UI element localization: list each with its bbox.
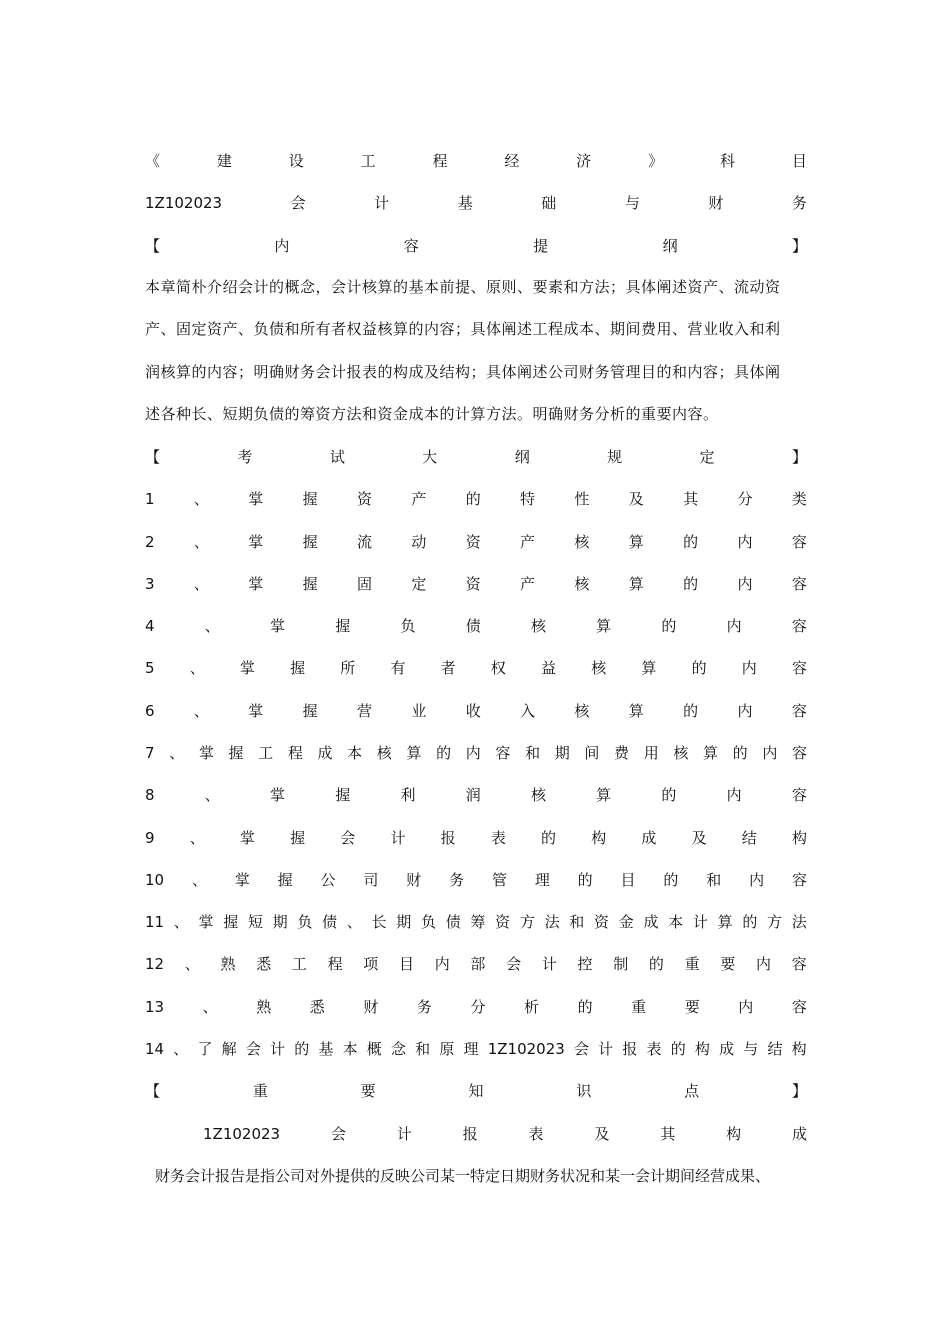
text-token: 】 [791,1082,807,1100]
text-token: 表 [646,1040,662,1058]
text-token: 内 [749,871,765,889]
text-token: 重 [631,998,647,1016]
text-token: 、 [173,1040,189,1058]
text-token: 【 [145,1082,161,1100]
text-token: 间 [584,744,600,762]
outline-text-line: 产、固定资产、负债和所有者权益核算的内容；具体阐述工程成本、期间费用、营业收入和利 [145,320,781,339]
text-token: 握 [302,702,318,720]
text-token: 握 [335,617,351,635]
text-token: 本 [342,1040,358,1058]
text-token: 润 [465,786,481,804]
text-token: 熟 [220,955,236,973]
text-token: 4 [145,617,155,635]
text-token: 核 [530,786,546,804]
text-token: 特 [520,490,536,508]
text-token: 握 [335,786,351,804]
exam-item [145,992,807,1022]
exam-item [145,696,807,726]
exam-item [145,527,807,557]
text-token: 【 [145,237,161,255]
outline-text-line: 本章简朴介绍会计的概念，会计核算的基本前提、原则、要素和方法；具体阐述资产、流动资 [145,278,781,296]
text-token: 利 [400,786,416,804]
text-token: 构 [791,1040,807,1058]
text-token: 制 [613,955,629,973]
text-token: 筹 [470,913,486,931]
text-token: 、 [202,998,218,1016]
exam-item [145,653,807,683]
text-token: 要 [360,1082,376,1100]
text-token: 的 [661,786,677,804]
text-token: 有 [390,659,406,677]
text-token: 要 [720,955,736,973]
text-token: 报 [440,829,456,847]
text-token: 5 [145,659,155,677]
text-token: 掌 [198,913,214,931]
text-token: 计 [390,829,406,847]
text-token: 知 [468,1082,484,1100]
text-token: 11 [145,913,165,931]
text-token: 内 [756,955,772,973]
text-token: 【 [145,448,161,466]
text-token: 负 [420,913,436,931]
text-token: 核 [376,744,392,762]
outline-text-line: 述各种长、短期负债的筹资方法和资金成本的计算方法。明确财务分析的重要内容。 [145,405,719,424]
text-token: 容 [495,744,511,762]
text-token: 期 [396,913,412,931]
text-token: 构 [591,829,607,847]
text-token: 计 [598,1040,614,1058]
text-token: 构 [791,829,807,847]
text-token: 资 [465,575,481,593]
text-token: 、 [169,744,185,762]
text-token: 1Z102023 [145,194,223,212]
text-token: 财 [708,194,724,212]
body-paragraph-start: 财务会计报告是指公司对外提供的反映公司某一特定日期财务状况和某一会计期间经营成果、 [155,1167,771,1185]
text-token: 会 [573,1040,589,1058]
text-token: 及 [594,1125,610,1143]
text-token: 司 [363,871,379,889]
text-token: 析 [524,998,540,1016]
text-token: 悉 [309,998,325,1016]
text-token: 试 [329,448,345,466]
text-token: 产 [520,575,536,593]
text-token: 掌 [248,702,264,720]
text-token: 了 [197,1040,213,1058]
exam-item [145,738,807,768]
text-token: 部 [470,955,486,973]
text-token: 容 [403,237,419,255]
text-token: 其 [660,1125,676,1143]
text-token: 产 [520,533,536,551]
text-token: 和 [415,1040,431,1058]
text-token: 9 [145,829,155,847]
text-token: 所 [340,659,356,677]
text-token: 熟 [256,998,272,1016]
text-token: 成 [791,1125,807,1143]
text-token: 成 [719,1040,735,1058]
text-token: 与 [743,1040,759,1058]
text-token: 握 [290,829,306,847]
text-token: 科 [720,152,736,170]
text-token: 6 [145,702,155,720]
text-token: 管 [491,871,507,889]
text-token: 点 [684,1082,700,1100]
text-token: 会 [290,194,306,212]
text-token: 、 [193,533,209,551]
text-token: 济 [576,152,592,170]
text-token: 算 [641,659,657,677]
text-token: 工 [360,152,376,170]
text-token: 大 [422,448,438,466]
text-token: 内 [741,659,757,677]
text-token: 及 [628,490,644,508]
text-token: 、 [346,913,362,931]
text-token: 内 [737,533,753,551]
text-token: 报 [622,1040,638,1058]
text-token: 的 [683,575,699,593]
text-token: 者 [440,659,456,677]
text-token: 收 [465,702,481,720]
text-token: 的 [661,617,677,635]
text-token: 掌 [248,575,264,593]
text-token: 掌 [248,490,264,508]
text-token: 法 [544,913,560,931]
text-token: 设 [288,152,304,170]
text-token: 程 [287,744,303,762]
text-token: 目 [399,955,415,973]
text-token: 方 [767,913,783,931]
exam-item [145,1034,807,1064]
text-token: 和 [569,913,585,931]
text-token: 法 [791,913,807,931]
text-token: 、 [184,955,200,973]
text-token: 会 [506,955,522,973]
text-token: 计 [374,194,390,212]
text-token: 结 [741,829,757,847]
text-token: 、 [193,702,209,720]
text-token: 公 [320,871,336,889]
text-token: 7 [145,744,155,762]
text-token: 的 [436,744,452,762]
text-token: 核 [591,659,607,677]
text-token: 的 [577,998,593,1016]
text-token: 容 [791,659,807,677]
exam-heading [145,442,807,472]
text-token: 财 [363,998,379,1016]
text-token: 资 [594,913,610,931]
text-token: 目 [620,871,636,889]
text-token: 、 [189,659,205,677]
text-token: 成 [317,744,333,762]
text-token: 其 [683,490,699,508]
text-token: 识 [576,1082,592,1100]
text-token: 权 [490,659,506,677]
text-token: 算 [596,786,612,804]
text-token: 定 [411,575,427,593]
text-token: 容 [791,617,807,635]
exam-item [145,865,807,895]
text-token: 10 [145,871,165,889]
text-token: 建 [216,152,232,170]
text-token: 报 [462,1125,478,1143]
text-token: 和 [706,871,722,889]
text-token: 入 [520,702,536,720]
text-token: 理 [534,871,550,889]
text-token: 容 [791,533,807,551]
text-token: 及 [691,829,707,847]
text-token: 容 [791,575,807,593]
exam-item [145,484,807,514]
text-token: 内 [726,786,742,804]
title-line [145,146,807,176]
text-token: 握 [290,659,306,677]
text-token: 理 [463,1040,479,1058]
text-token: 算 [703,744,719,762]
text-token: 算 [628,702,644,720]
text-token: 构 [694,1040,710,1058]
text-token: 重 [252,1082,268,1100]
text-token: 14 [145,1040,165,1058]
text-token: 负 [400,617,416,635]
text-token: 益 [541,659,557,677]
text-token: 计 [270,1040,286,1058]
exam-item [145,780,807,810]
text-token: 、 [204,786,220,804]
text-token: 内 [738,998,754,1016]
exam-item [145,823,807,853]
text-token: 1 [145,490,155,508]
text-token: 内 [737,575,753,593]
text-token: 的 [294,1040,310,1058]
text-token: 础 [541,194,557,212]
text-token: 基 [457,194,473,212]
text-token: 方 [519,913,535,931]
text-token: 本 [347,744,363,762]
text-token: 资 [356,490,372,508]
text-token: 分 [737,490,753,508]
text-token: 】 [791,237,807,255]
text-token: 基 [318,1040,334,1058]
key-points-title [203,1119,807,1149]
text-token: 算 [596,617,612,635]
text-token: 概 [366,1040,382,1058]
text-token: 核 [574,575,590,593]
text-token: 核 [530,617,546,635]
text-token: 核 [673,744,689,762]
text-token: 容 [791,998,807,1016]
text-token: 营 [356,702,372,720]
text-token: 金 [618,913,634,931]
text-token: 务 [449,871,465,889]
text-token: 算 [628,533,644,551]
text-token: 13 [145,998,165,1016]
text-token: 核 [574,533,590,551]
text-token: 掌 [270,617,286,635]
text-token: 计 [541,955,557,973]
text-token: 务 [416,998,432,1016]
text-token: 用 [643,744,659,762]
exam-item [145,907,807,937]
exam-item [145,569,807,599]
text-token: 程 [432,152,448,170]
text-token: 念 [390,1040,406,1058]
text-token: 的 [663,871,679,889]
text-token: 动 [411,533,427,551]
text-token: 的 [465,490,481,508]
text-token: 纲 [514,448,530,466]
text-token: 业 [411,702,427,720]
text-token: 的 [742,913,758,931]
text-token: 要 [684,998,700,1016]
text-token: 的 [670,1040,686,1058]
text-token: 构 [726,1125,742,1143]
text-token: 目 [791,152,807,170]
text-token: 性 [574,490,590,508]
outline-heading [145,231,807,261]
text-token: 内 [465,744,481,762]
outline-text-line: 润核算的内容；明确财务会计报表的构成及结构；具体阐述公司财务管理目的和内容；具体阐 [145,362,781,381]
text-token: 、 [191,871,207,889]
text-token: 费 [614,744,630,762]
text-token: 1Z102023 [203,1125,281,1143]
text-token: 程 [327,955,343,973]
text-token: 容 [791,702,807,720]
text-token: 内 [434,955,450,973]
text-token: 握 [223,913,239,931]
text-token: 规 [607,448,623,466]
text-token: 掌 [239,659,255,677]
text-token: 的 [691,659,707,677]
text-token: 核 [574,702,590,720]
text-token: 会 [340,829,356,847]
text-token: 握 [228,744,244,762]
text-token: 的 [683,702,699,720]
text-token: 12 [145,955,165,973]
exam-item [145,611,807,641]
text-token: 、 [193,490,209,508]
text-token: 表 [528,1125,544,1143]
text-token: 2 [145,533,155,551]
text-token: 掌 [198,744,214,762]
text-token: 流 [356,533,372,551]
text-token: 控 [577,955,593,973]
text-token: 产 [411,490,427,508]
text-token: 》 [648,152,664,170]
text-token: 务 [791,194,807,212]
text-token: 掌 [248,533,264,551]
text-token: 长 [371,913,387,931]
text-token: 算 [717,913,733,931]
text-token: 容 [791,871,807,889]
text-token: 会 [330,1125,346,1143]
text-token: 掌 [234,871,250,889]
text-token: 原 [439,1040,455,1058]
text-token: 负 [297,913,313,931]
text-token: 资 [495,913,511,931]
text-token: 定 [699,448,715,466]
text-token: 资 [465,533,481,551]
text-token: 握 [302,533,318,551]
text-token: 算 [628,575,644,593]
text-token: 、 [204,617,220,635]
text-token: 短 [247,913,263,931]
text-token: 悉 [256,955,272,973]
text-token: 容 [791,744,807,762]
text-token: 结 [767,1040,783,1058]
text-token: 计 [692,913,708,931]
text-token: 类 [791,490,807,508]
text-token: 分 [470,998,486,1016]
outline-paragraph [145,266,810,436]
text-token: 考 [237,448,253,466]
text-token: 3 [145,575,155,593]
text-token: 握 [302,575,318,593]
text-token: 握 [302,490,318,508]
text-token: 债 [322,913,338,931]
text-token: 重 [684,955,700,973]
text-token: 算 [406,744,422,762]
text-token: 解 [221,1040,237,1058]
text-token: 表 [490,829,506,847]
text-token: 容 [791,786,807,804]
text-token: 内 [274,237,290,255]
text-token: 纲 [662,237,678,255]
text-token: 经 [504,152,520,170]
text-token: 提 [533,237,549,255]
text-token: 期 [554,744,570,762]
text-token: 、 [173,913,189,931]
text-token: 的 [648,955,664,973]
text-token: 本 [668,913,684,931]
text-token: 的 [732,744,748,762]
text-token: 债 [445,913,461,931]
text-token: 期 [272,913,288,931]
key-points-heading [145,1076,807,1106]
text-token: 、 [193,575,209,593]
text-token: 内 [737,702,753,720]
text-token: 内 [726,617,742,635]
text-token: 工 [258,744,274,762]
text-token: 容 [791,955,807,973]
text-token: 工 [291,955,307,973]
text-token: 掌 [270,786,286,804]
text-token: 成 [641,829,657,847]
text-token: 8 [145,786,155,804]
text-token: 会 [245,1040,261,1058]
text-token: 的 [683,533,699,551]
section-line [145,188,807,218]
text-token: 的 [577,871,593,889]
text-token: 固 [356,575,372,593]
exam-item [145,949,807,979]
text-token: 】 [791,448,807,466]
text-token: 成 [643,913,659,931]
text-token: 计 [396,1125,412,1143]
text-token: 的 [541,829,557,847]
text-token: 掌 [239,829,255,847]
text-token: 、 [189,829,205,847]
text-token: 与 [624,194,640,212]
text-token: 债 [465,617,481,635]
text-token: 和 [525,744,541,762]
text-token: 1Z102023 [487,1040,565,1058]
text-token: 内 [762,744,778,762]
text-token: 《 [145,152,161,170]
text-token: 财 [406,871,422,889]
text-token: 握 [277,871,293,889]
text-token: 项 [363,955,379,973]
